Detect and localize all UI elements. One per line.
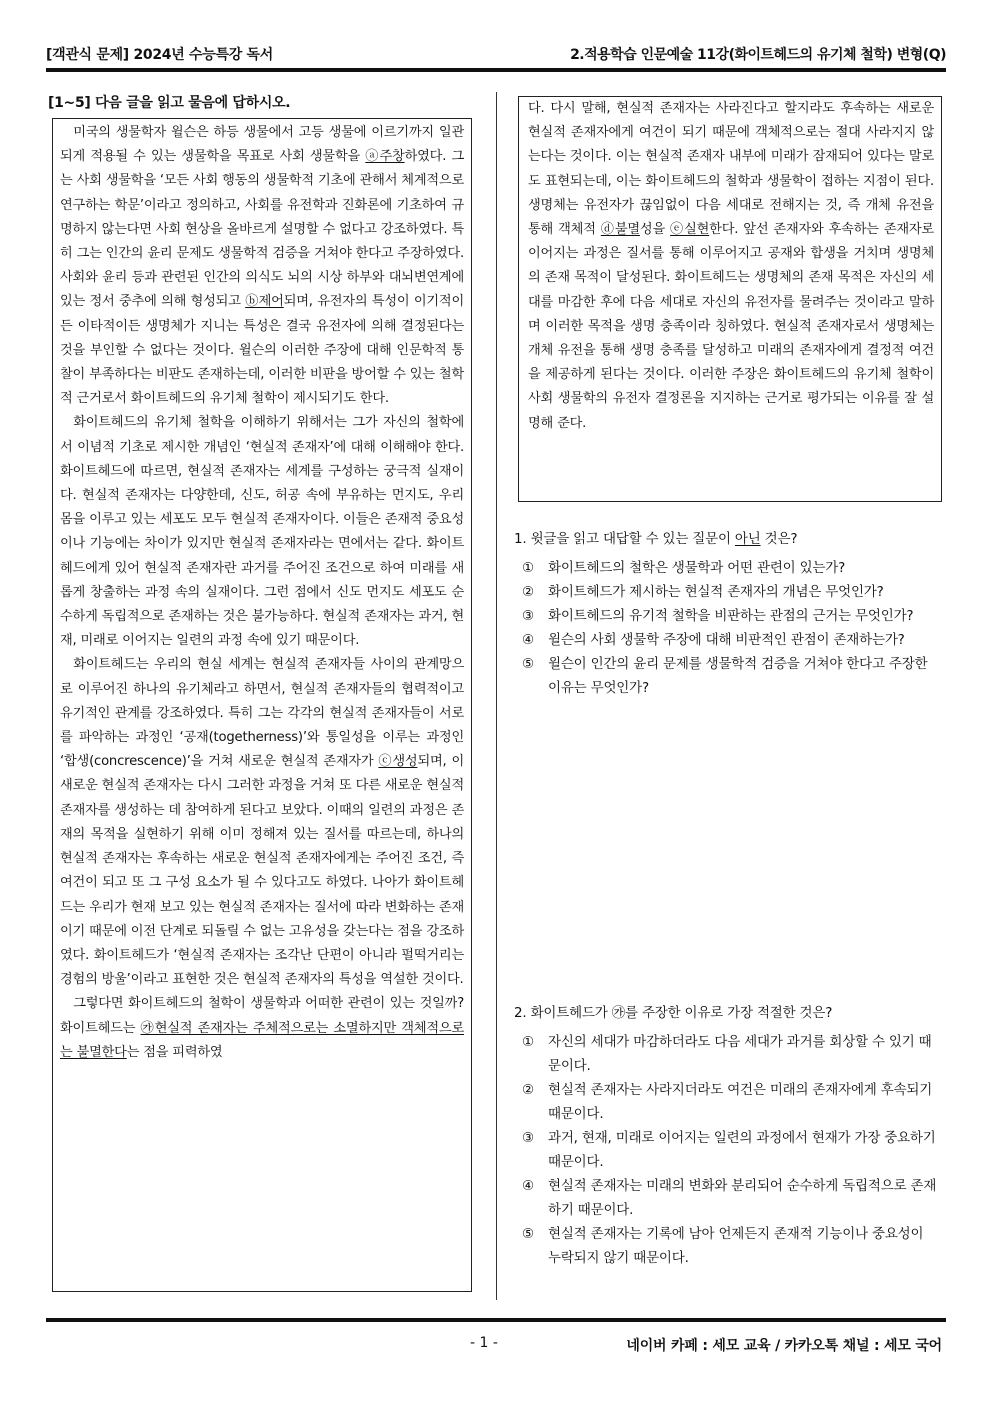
question-2-choice-4[interactable] (514, 1174, 940, 1222)
footer-rule (46, 1318, 946, 1322)
choice-text: 현실적 존재자는 사라지더라도 여건은 미래의 존재자에게 후속되기 때문이다. (548, 1082, 933, 1122)
text-run: 그렇다면 화이트헤드의 철학이 생물학과 어떠한 관련이 있는 것일까? 화이트헤드는 (60, 996, 464, 1036)
question-1-choice-2[interactable] (514, 580, 940, 604)
header-rule (46, 68, 946, 72)
marked-word-a: ⓐ주창 (365, 149, 405, 165)
question-2-choice-5[interactable] (514, 1222, 940, 1270)
choice-number: ③ (522, 1130, 534, 1146)
passage-paragraph-2: 화이트헤드의 유기체 철학을 이해하기 위해서는 그가 자신의 철학에서 이념적 기초로 제시한 개념인 ‘현실적 존재자’에 대해 이해해야 한다. 화이트헤드에 따르면, 현실적 존재자는 세계를 구성하는 궁극적 실재이다. 현실적 존재자는 다양한데, 신도, 허공 속에 부유하는 먼지도, 우리 몸을 이루고 있는 세포도 모두 현실적 존재자이다. 이들은 존재적 중요성이나 기능에는 차이가 있지만 현실적 존재자라는 면에서는 같다. 화이트헤드에게 있어 현실적 존재자란 과거를 주어진 조건으로 하여 미래를 새롭게 창출하는 과정 속의 실재이다. 그런 점에서 신도 먼지도 세포도 순수하게 독립적으로 존재하는 것은 불가능하다. 현실적 존재자는 과거, 현재, 미래로 이어지는 일련의 과정 속에 있기 때문이다. (60, 415, 464, 649)
text-run: 성을 (639, 222, 671, 238)
choice-number: ② (522, 1082, 534, 1098)
choice-text: 자신의 세대가 마감하더라도 다음 세대가 과거를 회상할 수 있기 때문이다. (548, 1034, 932, 1074)
marked-word-b: ⓑ제어 (245, 294, 284, 310)
header-right-title: 2.적용학습 인문예술 11강(화이트헤드의 유기체 철학) 변형(Q) (570, 47, 946, 63)
passage-box-left (52, 118, 472, 1292)
question-2 (514, 1002, 940, 1270)
page-header (46, 44, 946, 68)
question-2-choice-1[interactable] (514, 1030, 940, 1078)
footer-source: 네이버 카페 : 세모 교육 / 카카오톡 채널 : 세모 국어 (626, 1338, 942, 1354)
question-1-choice-5[interactable] (514, 652, 940, 700)
passage-box-right (518, 96, 942, 502)
choice-text: 현실적 존재자는 기록에 남아 언제든지 존재적 기능이나 중요성이 누락되지 않기 때문이다. (548, 1226, 924, 1266)
question-1-choice-4[interactable] (514, 628, 940, 652)
passage-paragraph-3 (60, 653, 464, 992)
question-2-stem: 2. 화이트헤드가 ㉮를 주장한 이유로 가장 적절한 것은? (514, 1005, 833, 1021)
question-1 (514, 528, 940, 700)
question-1-choice-3[interactable] (514, 604, 940, 628)
passage-heading: [1~5] 다음 글을 읽고 물음에 답하시오. (48, 95, 291, 111)
text-run: 화이트헤드는 우리의 현실 세계는 현실적 존재자들 사이의 관계망으로 이루어진 하나의 유기체라고 하면서, 현실적 존재자들의 협력적이고 유기적인 관계를 강조하였다. 특히 그는 각각의 현실적 존재자들이 서로를 파악하는 과정인 ‘공재(togetherness)’와 통일성을 이루는 과정인 ‘합생(concrescence)’을 거쳐 새로운 현실적 존재자가 (60, 657, 464, 770)
question-2-choice-2[interactable] (514, 1078, 940, 1126)
header-left-title: [객관식 문제] 2024년 수능특강 독서 (46, 47, 273, 63)
text-run: 미국의 생물학자 윌슨은 하등 생물에서 고등 생물에 이르기까지 일관되게 적용될 수 있는 생물학을 목표로 사회 생물학을 (60, 125, 464, 165)
question-1-choice-1[interactable] (514, 556, 940, 580)
choice-number: ④ (522, 1178, 534, 1194)
text-run: 되며, 이 새로운 현실적 존재자는 다시 그러한 과정을 거쳐 또 다른 새로운 현실적 존재자를 생성하는 데 참여하게 된다고 보았다. 이때의 일련의 과정은 존재의 목적을 실현하기 위해 이미 정해져 있는 질서를 따르는데, 하나의 현실적 존재자는 후속하는 새로운 현실적 존재자에게는 주어진 조건, 즉 여건이 되고 또 그 구성 요소가 될 수 있다고도 하였다. 나아가 화이트헤드는 우리가 현재 보고 있는 현실적 존재자는 질서에 따라 변화하는 존재이기 때문에 이전 단계로 되돌릴 수 없는 고유성을 갖는다는 점을 강조하였다. 화이트헤드가 ‘현실적 존재자는 조각난 단편이 아니라 펄떡거리는 경험의 방울’이라고 표현한 것은 현실적 존재자의 특성을 역설한 것이다. (60, 754, 464, 988)
passage-paragraph-4-start (60, 992, 464, 1065)
choice-number: ⑤ (522, 1226, 534, 1242)
choice-text: 윌슨의 사회 생물학 주장에 대해 비판적인 관점이 존재하는가? (548, 632, 905, 648)
text-run: 다. 다시 말해, 현실적 존재자는 사라진다고 할지라도 후속하는 새로운 현실적 존재자에게 여건이 되기 때문에 객체적으로는 절대 사라지지 않는다는 것이다. 이는 현실적 존재자 내부에 미래가 잠재되어 있다는 말로도 표현되는데, 이는 화이트헤드의 철학과 생물학이 접하는 지점이 된다. 생명체는 유전자가 끊임없이 다음 세대로 전해지는 것, 즉 개체 유전을 통해 객체적 (528, 101, 934, 238)
marked-word-d: ⓓ불멸 (600, 222, 640, 238)
choice-number: ③ (522, 608, 534, 624)
choice-text: 과거, 현재, 미래로 이어지는 일련의 과정에서 현재가 가장 중요하기 때문이다. (548, 1130, 936, 1170)
choice-number: ⑤ (522, 656, 534, 672)
question-2-choice-3[interactable] (514, 1126, 940, 1174)
marked-word-e: ⓔ실현 (670, 222, 710, 238)
marked-sentence-ga: ㉮현실적 존재자는 주체적으로는 소멸하지만 객체적으로는 불멸한다 (60, 1020, 464, 1060)
choice-text: 화이트헤드의 유기적 철학을 비판하는 관점의 근거는 무엇인가? (548, 608, 914, 624)
choice-text: 윌슨이 인간의 윤리 문제를 생물학적 검증을 거쳐야 한다고 주장한 이유는 무엇인가? (548, 656, 928, 696)
text-run: 하였다. 그는 사회 생물학을 ‘모든 사회 행동의 생물학적 기초에 관해서 체계적으로 연구하는 학문’이라고 정의하고, 사회를 유전학과 진화론에 기초하여 규명하지 않는다면 사회 현상을 올바르게 설명할 수 없다고 강조하였다. 특히 그는 인간의 윤리 문제도 생물학적 검증을 거쳐야 한다고 주장하였다. 사회와 윤리 등과 관련된 인간의 의식도 뇌의 시상 하부와 대뇌변연계에 있는 정서 중추에 의해 형성되고 (60, 149, 465, 310)
text-run: 되며, 유전자의 특성이 이기적이든 이타적이든 생명체가 지니는 특성은 결국 유전자에 의해 결정된다는 것을 부인할 수 없다는 것이다. 윌슨의 이러한 주장에 대해 인문학적 통찰이 부족하다는 비판도 존재하는데, 이러한 비판을 방어할 수 있는 철학적 근거로서 화이트헤드의 유기체 철학이 제시되기도 한다. (60, 294, 465, 407)
passage-paragraph-1 (60, 121, 464, 411)
stem-negation: 아닌 (734, 531, 761, 547)
choice-number: ① (522, 560, 534, 576)
text-run: 한다. 앞선 존재자와 후속하는 존재자로 이어지는 과정은 질서를 통해 이루어지고 공재와 합생을 거치며 생명체의 존재 목적이 달성된다. 화이트헤드는 생명체의 존재 목적은 자신의 세대를 마감한 후에 다음 세대로 자신의 유전자를 물려주는 것이라고 말하며 이러한 목적을 생명 충족이라 칭하였다. 현실적 존재자로서 생명체는 개체 유전을 통해 생명 충족를 달성하고 미래의 존재자에게 결정적 여건을 제공하게 된다는 것이다. 이러한 주장은 화이트헤드의 유기체 철학이 사회 생물학의 유전자 결정론을 지지하는 근거로 평가되는 이유를 잘 설명해 준다. (528, 222, 934, 431)
choice-number: ④ (522, 632, 534, 648)
choice-text: 현실적 존재자는 미래의 변화와 분리되어 순수하게 독립적으로 존재하기 때문이다. (548, 1178, 937, 1218)
marked-word-c: ⓒ생성 (378, 754, 418, 770)
choice-text: 화이트헤드의 철학은 생물학과 어떤 관련이 있는가? (548, 560, 846, 576)
choice-number: ② (522, 584, 534, 600)
choice-number: ① (522, 1034, 534, 1050)
stem-text: 1. 윗글을 읽고 대답할 수 있는 질문이 (514, 531, 735, 547)
passage-paragraph-4-continued (528, 97, 934, 436)
choice-text: 화이트헤드가 제시하는 현실적 존재자의 개념은 무엇인가? (548, 584, 884, 600)
stem-text: 것은? (760, 531, 798, 547)
text-run: 는 점을 피력하였 (126, 1044, 223, 1060)
column-divider (496, 92, 497, 1300)
question-1-stem (514, 528, 940, 550)
page-number: - 1 - (470, 1335, 498, 1351)
